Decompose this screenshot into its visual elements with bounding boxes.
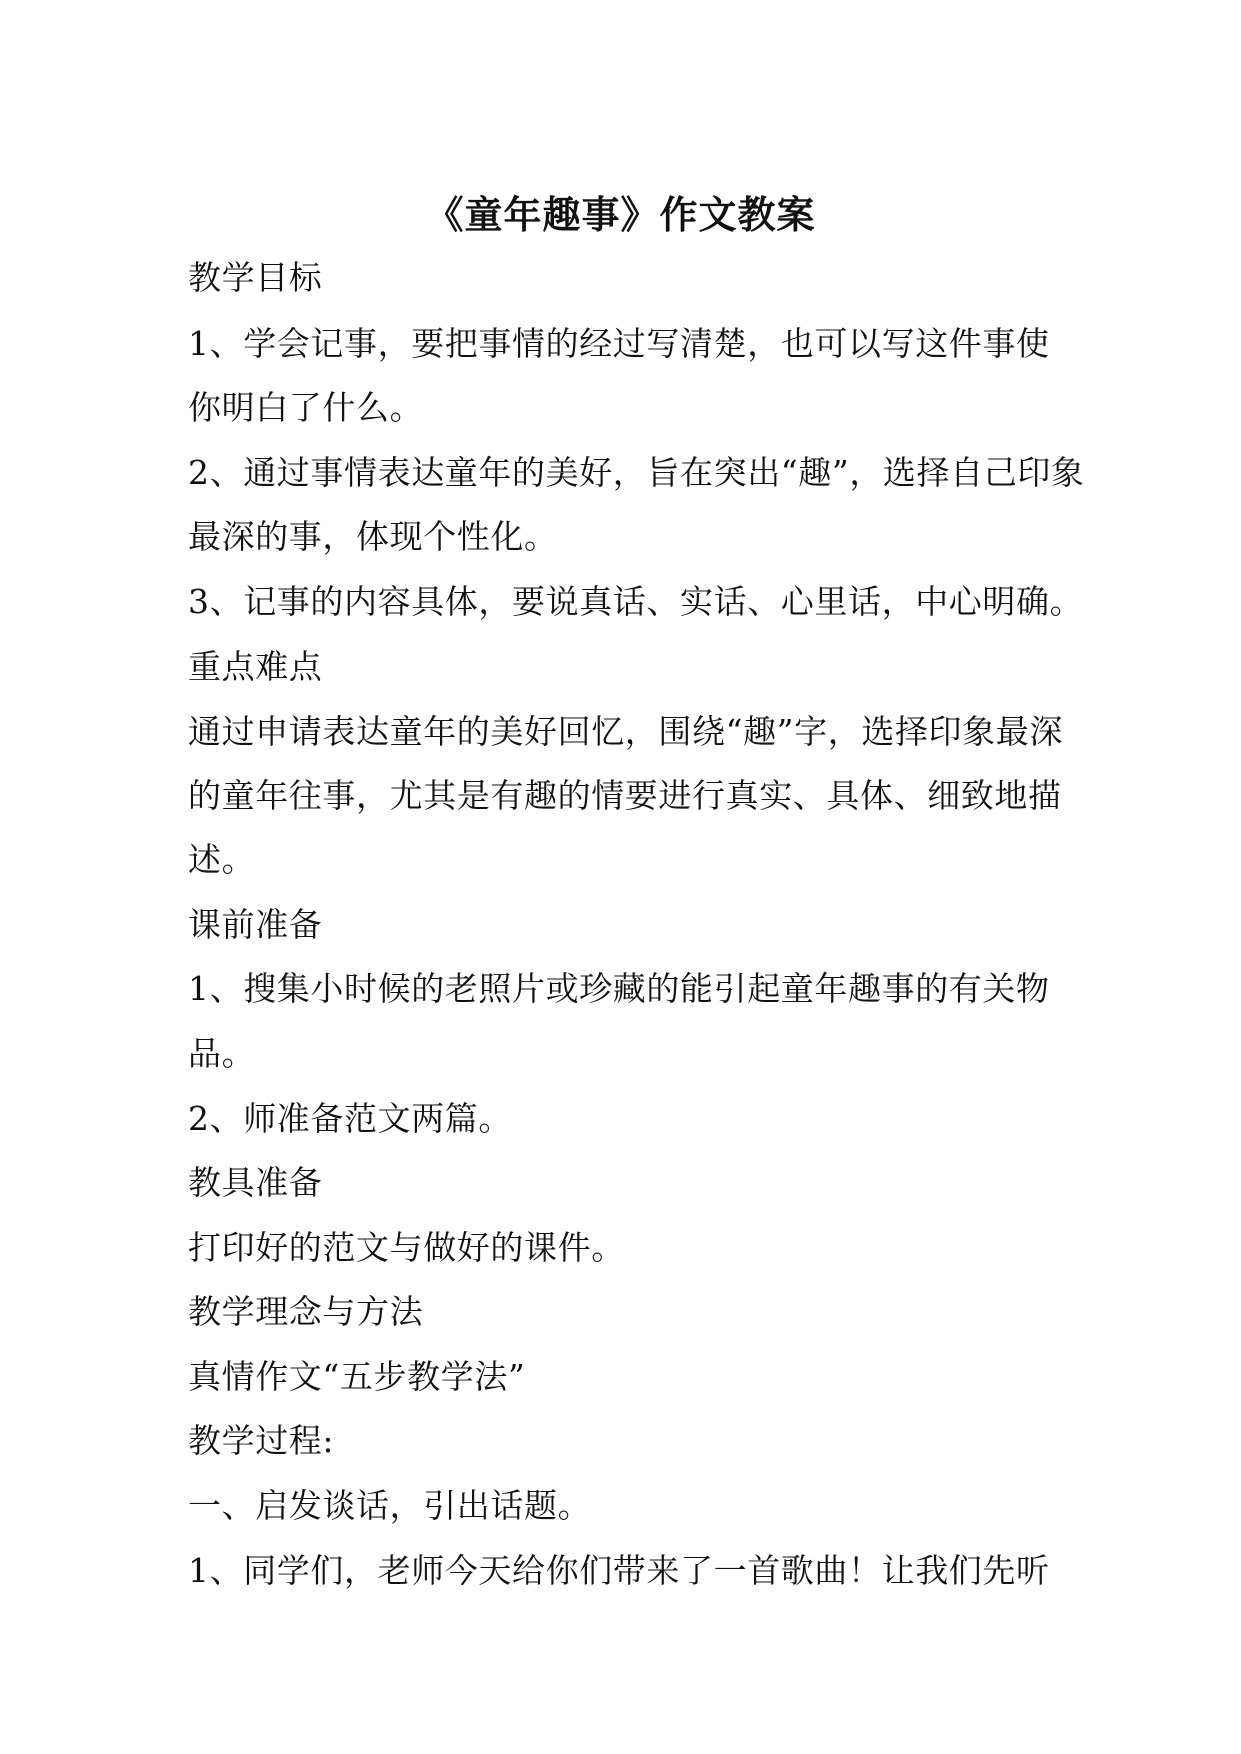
paragraph-line: 3、记事的内容具体，要说真话、实话、心里话，中心明确。 <box>188 582 1084 621</box>
paragraph-line: 1、同学们，老师今天给你们带来了一首歌曲！让我们先听 <box>188 1551 1050 1590</box>
section-heading-preparation: 课前准备 <box>188 905 323 944</box>
section-heading-teaching-aids: 教具准备 <box>188 1163 323 1202</box>
paragraph-line: 1、搜集小时候的老照片或珍藏的能引起童年趣事的有关物 <box>188 969 1050 1008</box>
paragraph-line: 通过申请表达童年的美好回忆，围绕“趣”字，选择印象最深 <box>188 712 1063 751</box>
paragraph-line: 2、师准备范文两篇。 <box>188 1099 512 1138</box>
paragraph-line: 真情作文“五步教学法” <box>188 1357 526 1396</box>
paragraph-line: 最深的事，体现个性化。 <box>188 517 558 556</box>
paragraph-line: 2、通过事情表达童年的美好，旨在突出“趣”，选择自己印象 <box>188 453 1085 492</box>
section-heading-key-points: 重点难点 <box>188 647 323 686</box>
paragraph-line: 你明白了什么。 <box>188 388 424 427</box>
section-heading-teaching-goals: 教学目标 <box>188 258 323 297</box>
section-heading-concept-method: 教学理念与方法 <box>188 1292 424 1331</box>
paragraph-line: 打印好的范文与做好的课件。 <box>188 1228 625 1267</box>
paragraph-line: 品。 <box>188 1034 256 1073</box>
paragraph-line: 一、启发谈话，引出话题。 <box>188 1486 592 1525</box>
document-title: 《童年趣事》作文教案 <box>425 192 816 237</box>
paragraph-line: 1、学会记事，要把事情的经过写清楚，也可以写这件事使 <box>188 324 1050 363</box>
section-heading-process: 教学过程: <box>188 1421 335 1460</box>
paragraph-line: 的童年往事，尤其是有趣的情要进行真实、具体、细致地描 <box>188 776 1062 815</box>
paragraph-line: 述。 <box>188 840 256 879</box>
